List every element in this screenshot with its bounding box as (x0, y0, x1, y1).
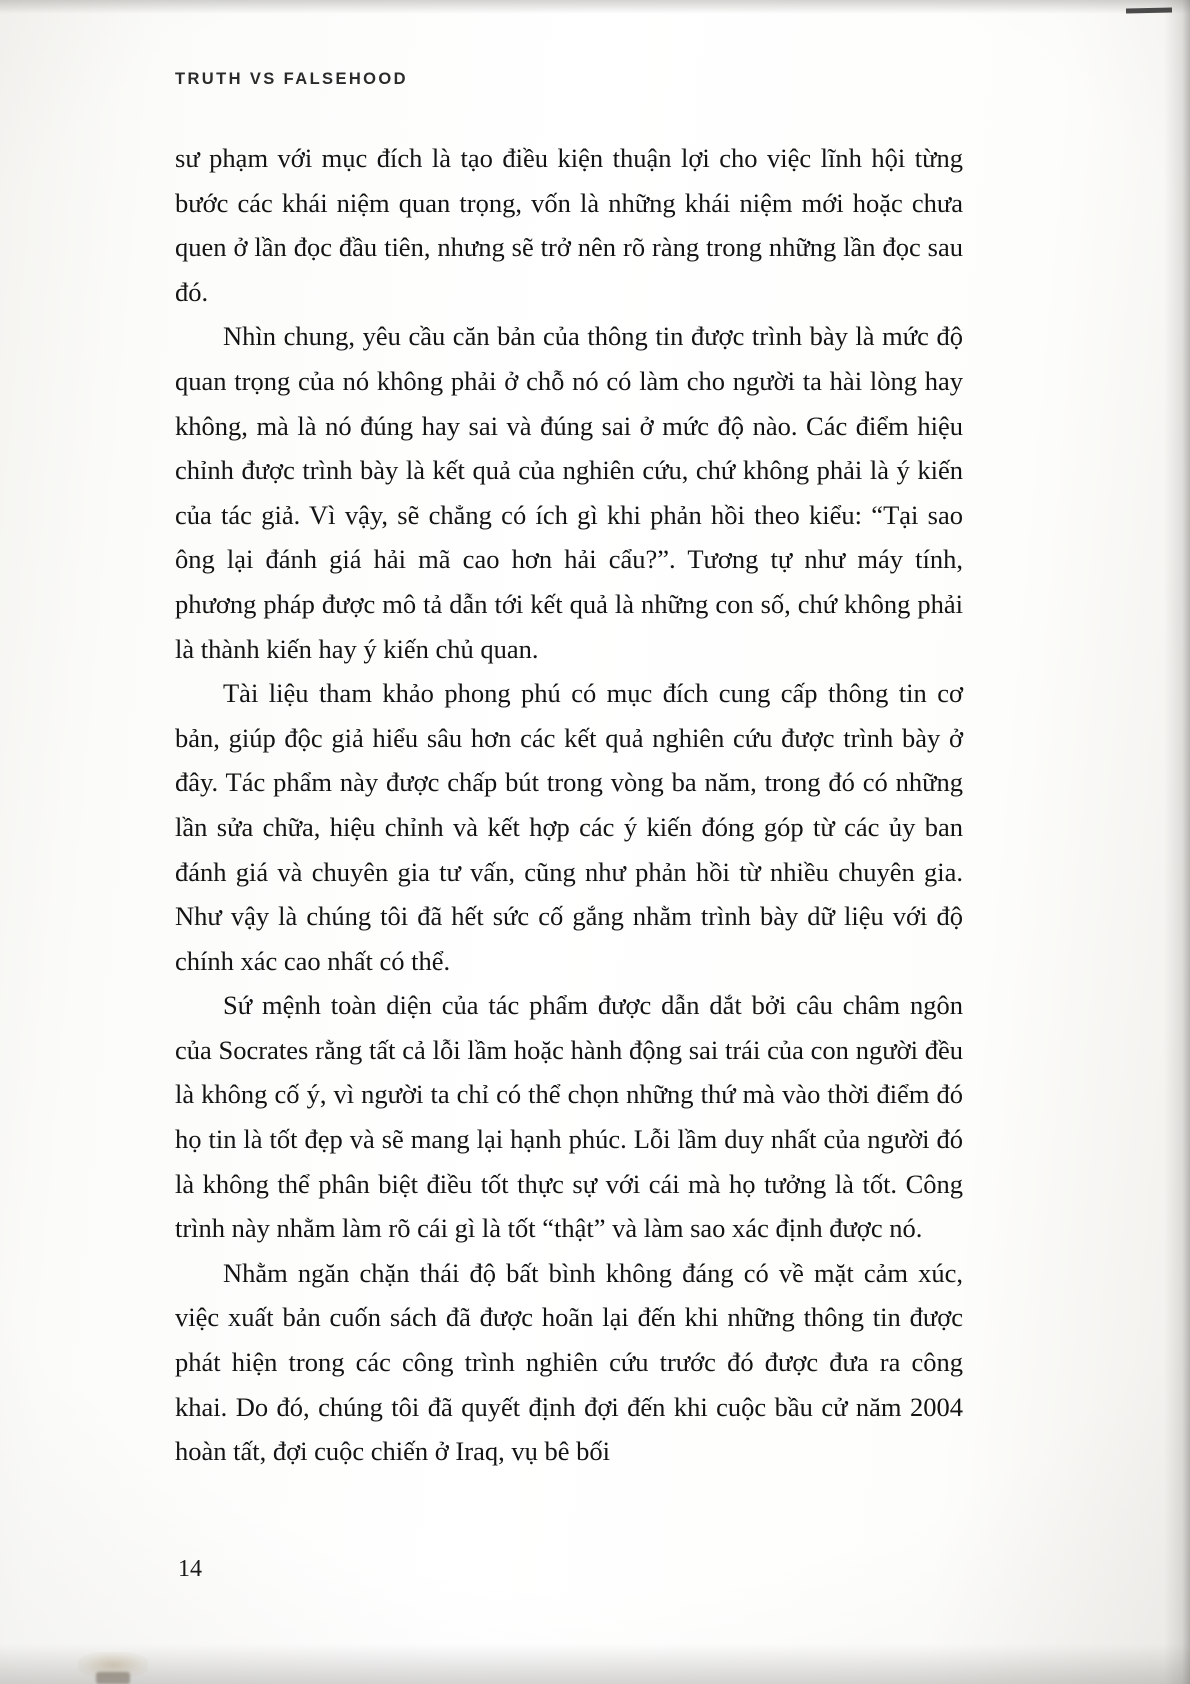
scan-smudge-dark (96, 1672, 130, 1684)
running-head: TRUTH VS FALSEHOOD (175, 70, 408, 88)
scan-edge-right-shadow (1164, 0, 1190, 1684)
scan-smudge (78, 1652, 148, 1678)
paragraph: Nhìn chung, yêu cầu căn bản của thông tin được trình bày là mức độ quan trọng của nó không phải ở chỗ nó có làm cho người ta hài lòng hay không, mà là nó đúng hay sai và đúng sai ở mức độ nào. Các điểm hiệu chỉnh được trình bày là kết quả của nghiên cứu, chứ không phải là ý kiến của tác giả. Vì vậy, sẽ chẳng có ích gì khi phản hồi theo kiểu: “Tại sao ông lại đánh giá hải mã cao hơn hải cẩu?”. Tương tự như máy tính, phương pháp được mô tả dẫn tới kết quả là những con số, chứ không phải là thành kiến hay ý kiến chủ quan. (175, 321, 963, 664)
paragraph: Sứ mệnh toàn diện của tác phẩm được dẫn dắt bởi câu châm ngôn của Socrates rằng tất cả lỗi lầm hoặc hành động sai trái của con người đều là không cố ý, vì người ta chỉ có thể chọn những thứ mà vào thời điểm đó họ tin là tốt đẹp và sẽ mang lại hạnh phúc. Lỗi lầm duy nhất của người đó là không thể phân biệt điều tốt thực sự với cái mà họ tưởng là tốt. Công trình này nhằm làm rõ cái gì là tốt “thật” và làm sao xác định được nó. (175, 990, 963, 1244)
paragraph: Nhằm ngăn chặn thái độ bất bình không đáng có về mặt cảm xúc, việc xuất bản cuốn sách đã được hoãn lại đến khi những thông tin được phát hiện trong các công trình nghiên cứu trước đó được đưa ra công khai. Do đó, chúng tôi đã quyết định đợi đến khi cuộc bầu cử năm 2004 hoàn tất, đợi cuộc chiến ở Iraq, vụ bê bối (175, 1257, 963, 1467)
body-text-block (175, 136, 963, 1474)
scan-edge-bottom-shadow (0, 1644, 1190, 1684)
paragraph: Tài liệu tham khảo phong phú có mục đích cung cấp thông tin cơ bản, giúp độc giả hiểu sâu hơn các kết quả nghiên cứu được trình bày ở đây. Tác phẩm này được chấp bút trong vòng ba năm, trong đó có những lần sửa chữa, hiệu chỉnh và kết hợp các ý kiến đóng góp từ các ủy ban đánh giá và chuyên gia tư vấn, cũng như phản hồi từ nhiều chuyên gia. Như vậy là chúng tôi đã hết sức cố gắng nhằm trình bày dữ liệu với độ chính xác cao nhất có thể. (175, 678, 963, 976)
scan-corner-mark (1126, 8, 1172, 14)
scan-edge-top-shadow (0, 0, 1190, 14)
paragraph: sư phạm với mục đích là tạo điều kiện thuận lợi cho việc lĩnh hội từng bước các khái niệm quan trọng, vốn là những khái niệm mới hoặc chưa quen ở lần đọc đầu tiên, nhưng sẽ trở nên rõ ràng trong những lần đọc sau đó. (175, 143, 963, 307)
page-number: 14 (178, 1556, 202, 1582)
